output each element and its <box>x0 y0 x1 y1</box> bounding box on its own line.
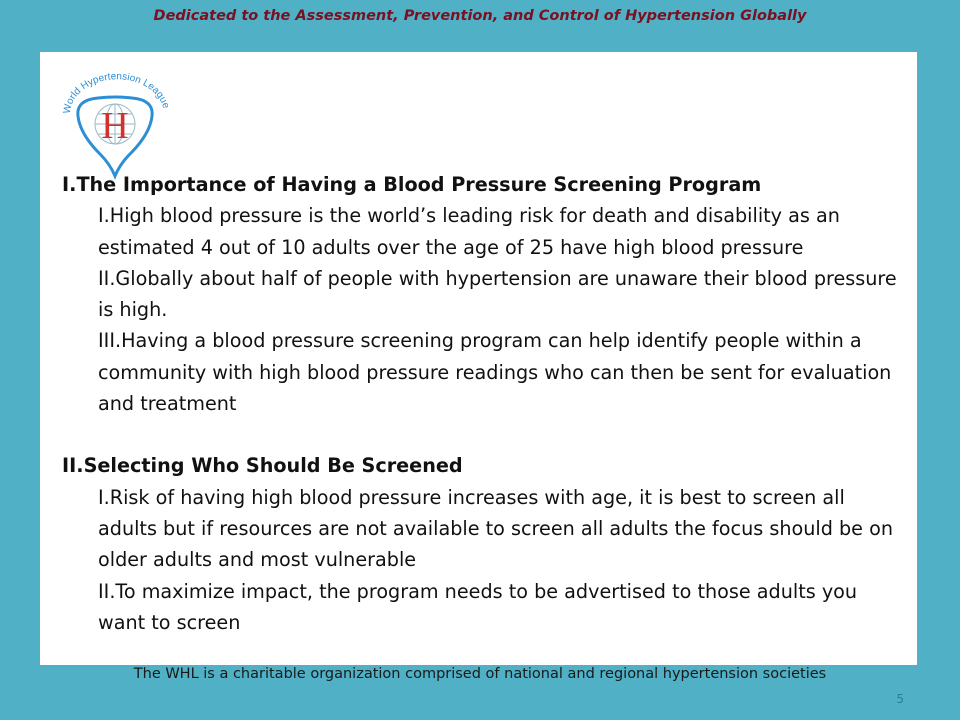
section-title: Selecting Who Should Be Screened <box>83 454 463 478</box>
section-spacer <box>62 419 902 450</box>
point-number: I. <box>98 485 110 509</box>
footer-text: The WHL is a charitable organization comprised of national and regional hypertension societies <box>133 666 827 682</box>
list-item <box>98 200 902 263</box>
point-text: Risk of having high blood pressure increases with age, it is best to screen all adults but if resources are not available to screen all adults the focus should be on older adults and most vulnerable <box>98 485 893 572</box>
point-text: Globally about half of people with hypertension are unaware their blood pressure is high. <box>98 266 897 322</box>
section-heading <box>62 169 902 200</box>
section-number: II. <box>62 454 84 478</box>
list-item <box>98 576 902 639</box>
section <box>62 169 902 419</box>
list-item <box>98 325 902 419</box>
point-number: I. <box>98 204 110 228</box>
point-text: High blood pressure is the world’s leading risk for death and disability as an estimated 4 out of 10 adults over the age of 25 have high blood pressure <box>98 204 840 259</box>
point-text: To maximize impact, the program needs to be advertised to those adults you want to screen <box>98 579 858 634</box>
section <box>62 450 902 638</box>
point-text: Having a blood pressure screening program can help identify people within a community with high blood pressure readings who can then be sent for evaluation and treatment <box>98 329 892 416</box>
logo-ring-text: World Hypertension League <box>61 72 172 115</box>
point-number: II. <box>98 579 116 603</box>
point-number: II. <box>98 266 116 290</box>
list-item <box>98 263 902 326</box>
logo-letter: H <box>101 105 129 147</box>
whl-globe-logo-icon <box>58 72 172 180</box>
slide-content <box>62 169 902 638</box>
point-number: III. <box>98 329 122 353</box>
section-heading <box>62 450 902 481</box>
list-item <box>98 482 902 576</box>
section-title: The Importance of Having a Blood Pressure Screening Program <box>76 173 762 196</box>
page-number: 5 <box>896 692 904 706</box>
slide-panel <box>40 52 917 665</box>
section-number: I. <box>62 173 77 196</box>
header-tagline: Dedicated to the Assessment, Prevention, and Control of Hypertension Globally <box>153 8 807 24</box>
